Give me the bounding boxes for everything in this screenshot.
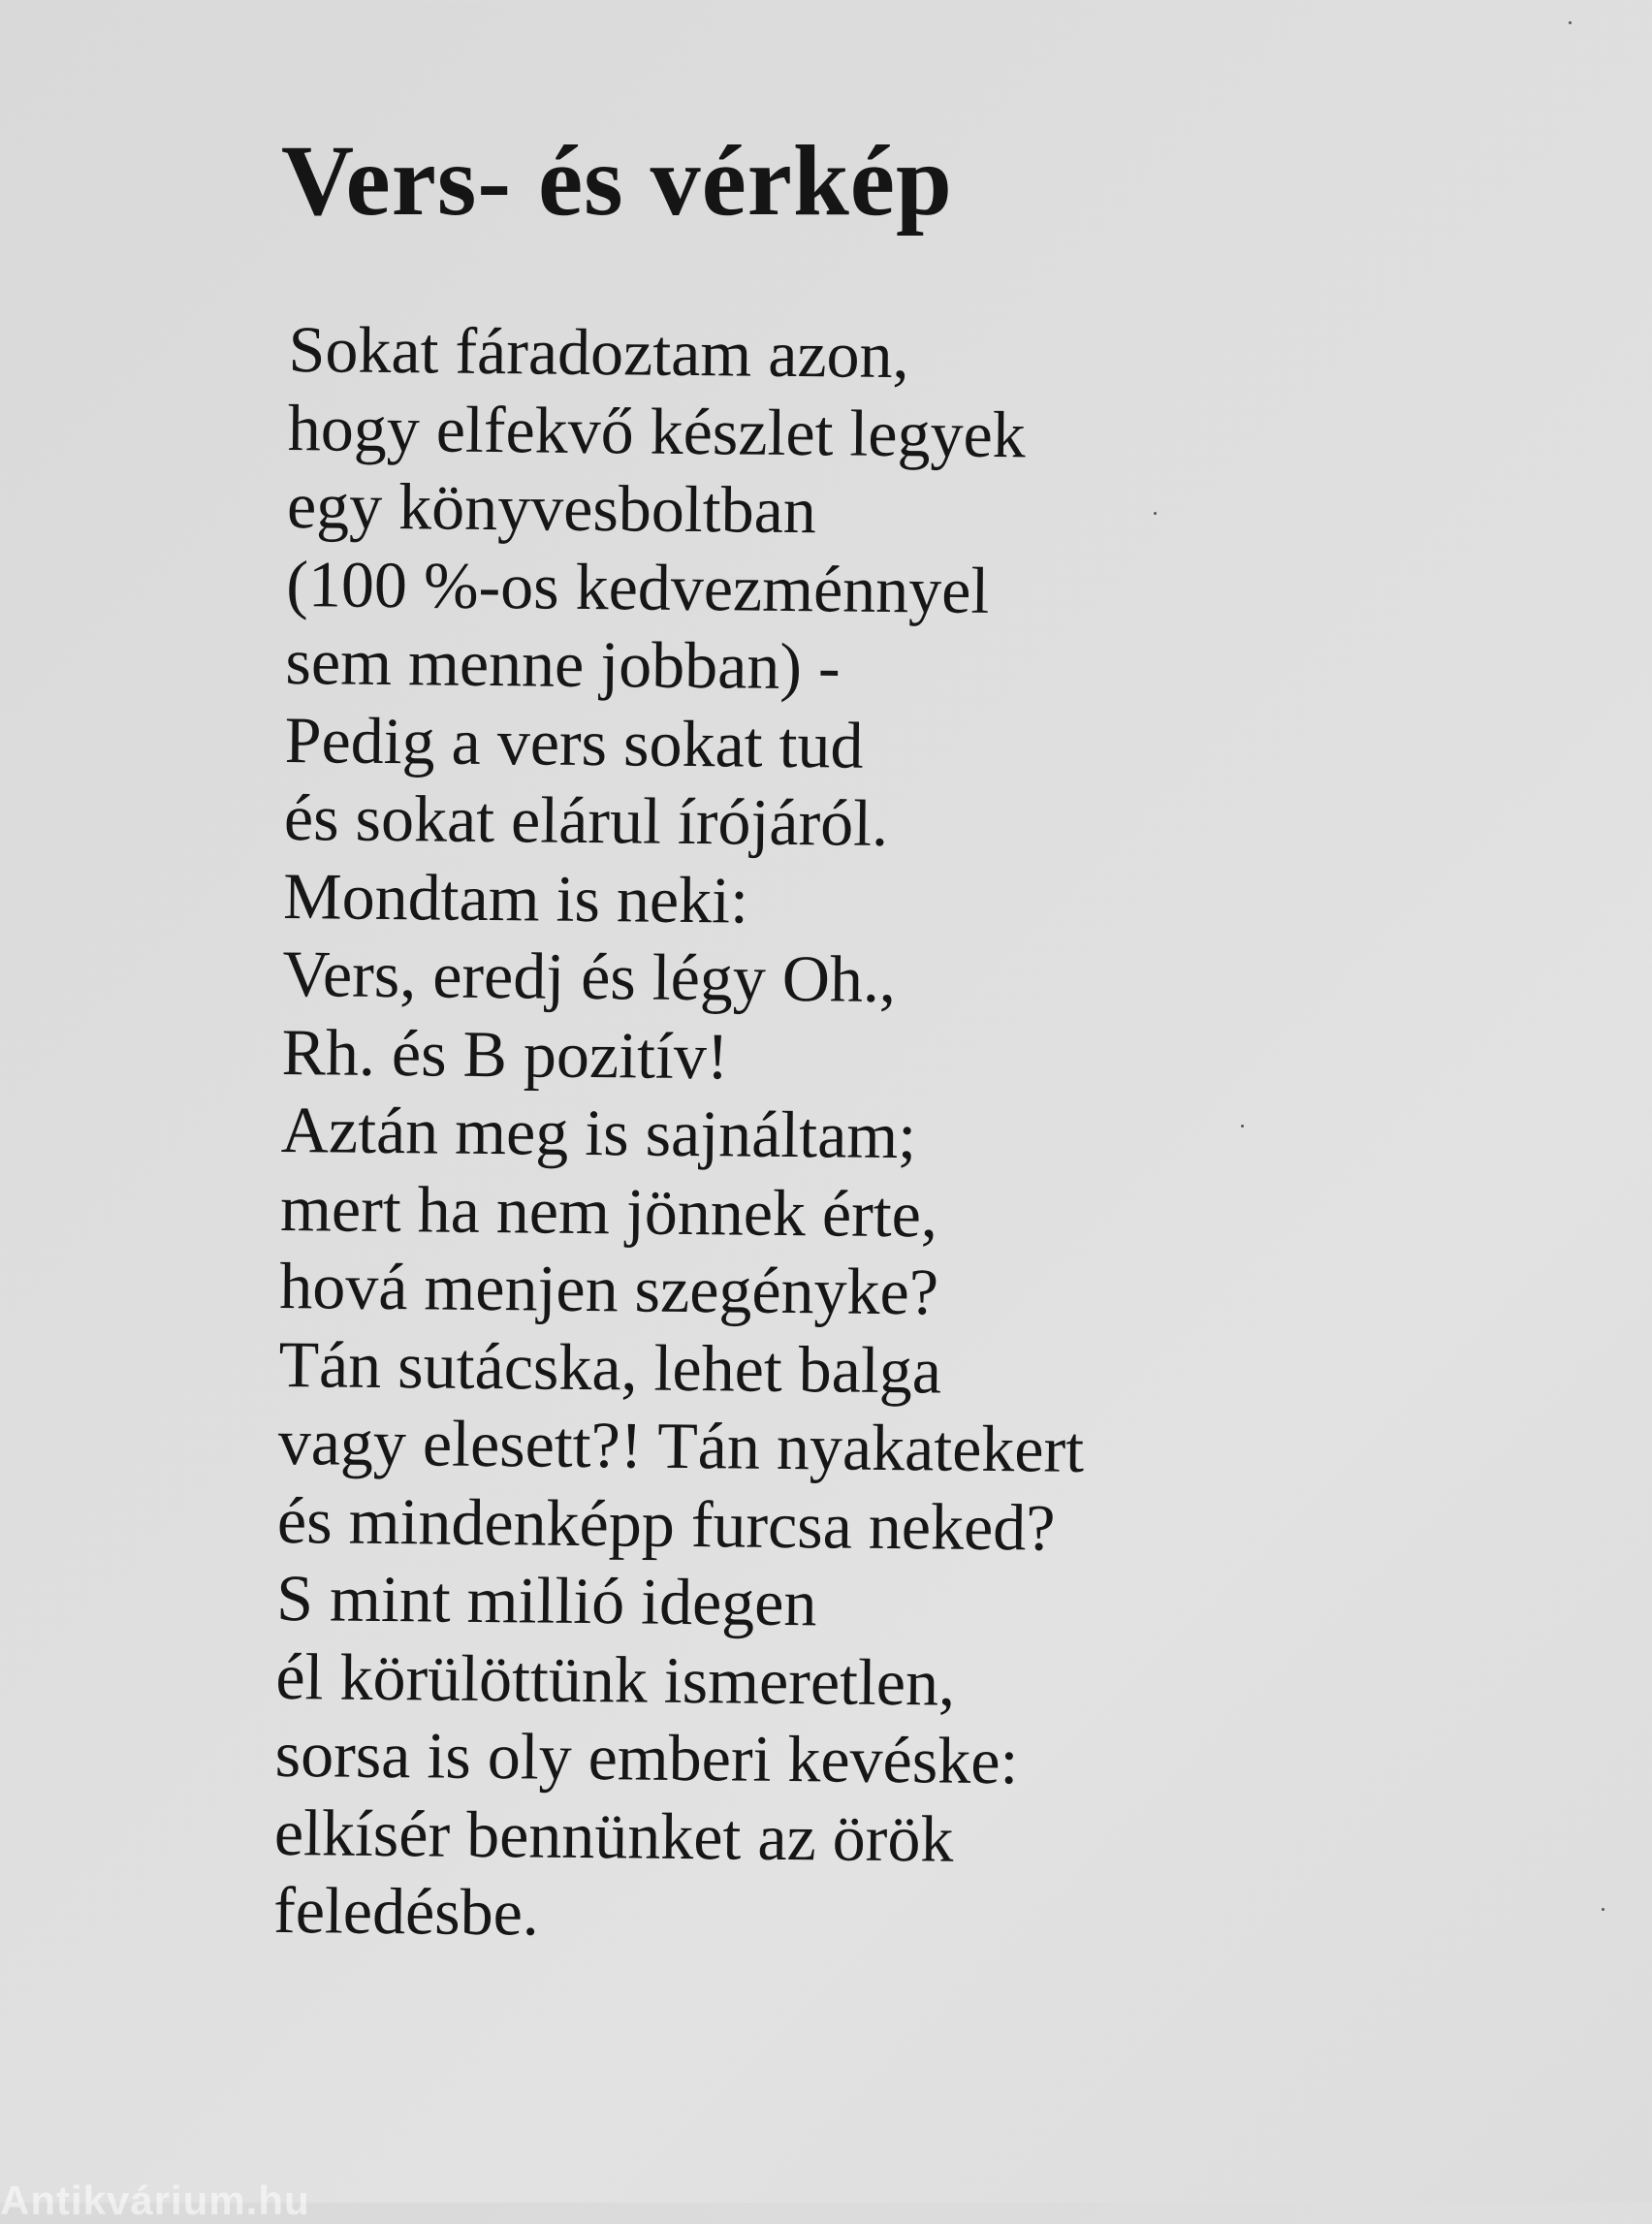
watermark: Antikvárium.hu xyxy=(0,2177,310,2223)
poem-line: sem menne jobban) - xyxy=(285,623,842,704)
paper-speck xyxy=(1602,1908,1604,1911)
poem-line: és sokat elárul írójáról. xyxy=(283,779,889,860)
poem-line: Tán sutácska, lehet balga xyxy=(278,1326,942,1408)
paper-speck xyxy=(1569,21,1572,24)
poem-line: Sokat fáradoztam azon, xyxy=(288,311,910,393)
poem-line: Mondtam is neki: xyxy=(282,858,749,937)
poem-line: Aztán meg is sajnáltam; xyxy=(280,1092,917,1173)
poem-line: mert ha nem jönnek érte, xyxy=(279,1170,938,1251)
poem-line: Rh. és B pozitív! xyxy=(281,1014,729,1093)
poem-line: Vers, eredj és légy Oh., xyxy=(282,936,897,1017)
poem-line: elkísér bennünket az örök xyxy=(273,1795,954,1876)
poem-line: sorsa is oly emberi kevéske: xyxy=(274,1716,1019,1798)
poem-line: vagy elesett?! Tán nyakatekert xyxy=(277,1404,1085,1486)
poem-line: egy könyvesboltban xyxy=(286,467,817,548)
poem-line: és mindenképp furcsa neked? xyxy=(276,1482,1056,1565)
poem-line: él körülöttünk ismeretlen, xyxy=(275,1638,956,1720)
poem-line: Pedig a vers sokat tud xyxy=(284,702,864,782)
poem-title: Vers- és vérkép xyxy=(281,125,953,237)
paper-speck xyxy=(1241,1125,1244,1128)
poem-line: S mint millió idegen xyxy=(275,1560,817,1640)
poem-line: (100 %-os kedvezménnyel xyxy=(285,546,990,627)
poem-body xyxy=(273,310,1096,1956)
poem-line: hogy elfekvő készlet legyek xyxy=(287,390,1027,471)
paper-speck xyxy=(1154,512,1157,515)
poem-line: hová menjen szegényke? xyxy=(278,1248,939,1329)
poem-line: feledésbe. xyxy=(272,1872,540,1950)
